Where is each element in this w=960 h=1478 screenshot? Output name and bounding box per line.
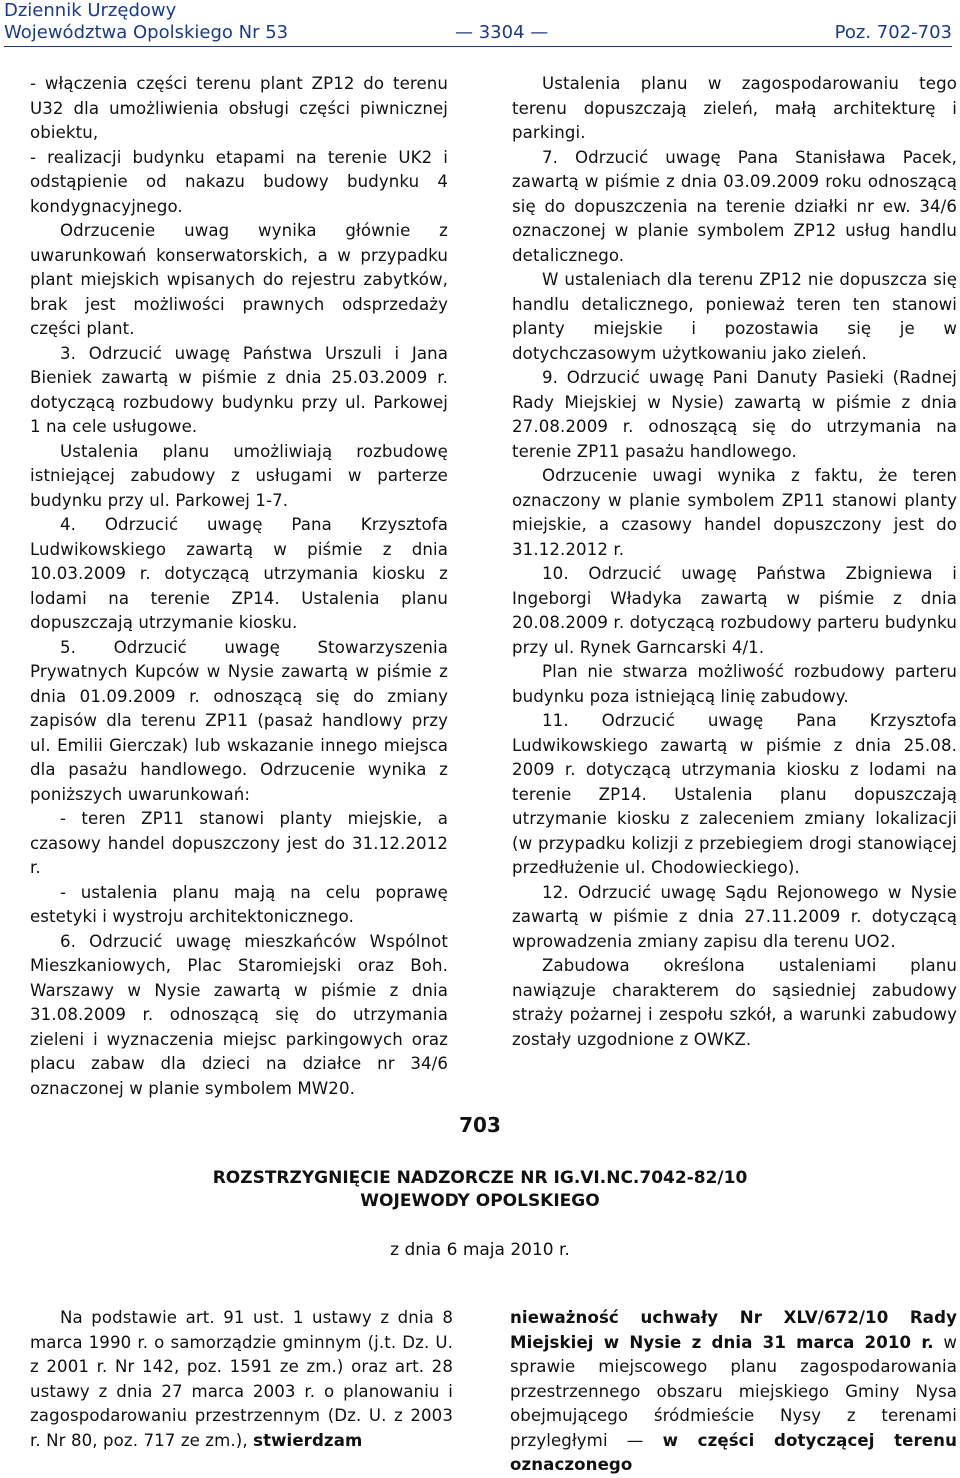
left-column <box>30 72 448 1101</box>
journal-title: Dziennik Urzędowy <box>4 0 177 21</box>
paragraph: - realizacji budynku etapami na terenie UK2 i odstąpienie od nakazu budowy budynku 4 kondygnacyjnego. <box>30 147 448 216</box>
section-title-line1: ROZSTRZYGNIĘCIE NADZORCZE NR IG.VI.NC.7042-82/10 <box>212 1168 748 1188</box>
ruling-bold-tail: w części dotyczącej terenu oznaczonego <box>510 1430 957 1474</box>
paragraph: - ustalenia planu mają na celu poprawę estetyki i wystroju architektonicznego. <box>30 882 448 926</box>
paragraph: 9. Odrzucić uwagę Pani Danuty Pasieki (Radnej Rady Miejskiej w Nysie) zawartą w piśmie z dnia 27.08.2009 r. odnoszącą się do utrzymania na terenie ZP11 pasażu handlowego. <box>512 368 957 461</box>
paragraph: Zabudowa określona ustaleniami planu nawiązuje charakterem do sąsiedniej zabudowy straży pożarnej i zespołu szkół, a warunki zabudowy zostały uzgodnione z OWKZ. <box>512 956 957 1049</box>
header-rule <box>4 46 952 47</box>
paragraph: Ustalenia planu umożliwiają rozbudowę istniejącej zabudowy z usługami w parterze budynku przy ul. Parkowej 1-7. <box>30 441 448 510</box>
paragraph: 6. Odrzucić uwagę mieszkańców Wspólnot Mieszkaniowych, Plac Staromiejski oraz Boh. Warszawy w Nysie zawartą w piśmie z dnia 31.08.2009 r. odnoszącą się do utrzymania zieleni i wyznaczenia miejsc parkingowych oraz placu zabaw dla dzieci na działce nr 34/6 oznaczonej w planie symbolem MW20. <box>30 931 448 1098</box>
paragraph: Odrzucenie uwag wynika głównie z uwarunkowań konserwatorskich, a w przypadku plant miejskich wpisanych do rejestru zabytków, brak jest możliwości prawnych odsprzedaży części plant. <box>30 221 448 338</box>
ruling-bold-head: nieważność uchwały Nr XLV/672/10 Rady Miejskiej w Nysie z dnia 31 marca 2010 r. <box>510 1308 957 1352</box>
section-title-line2: WOJEWODY OPOLSKIEGO <box>360 1191 600 1211</box>
bottom-left-column <box>30 1306 453 1453</box>
paragraph: 3. Odrzucić uwagę Państwa Urszuli i Jana Bieniek zawartą w piśmie z dnia 25.03.2009 r. dotyczącą rozbudowy budynku przy ul. Parkowej 1 na cele usługowe. <box>30 343 448 436</box>
paragraph: 7. Odrzucić uwagę Pana Stanisława Pacek, zawartą w piśmie z dnia 03.09.2009 roku odnoszącą się do dopuszczenia na terenie działki nr ew. 34/6 oznaczonej w planie symbolem ZP12 usług handlu detalicznego. <box>512 147 957 265</box>
section-number: 703 <box>459 1113 501 1137</box>
right-column <box>512 72 957 1052</box>
paragraph: 12. Odrzucić uwagę Sądu Rejonowego w Nysie zawartą w piśmie z dnia 27.11.2009 r. dotyczącą wprowadzenia zmiany zapisu dla terenu UO2. <box>512 882 957 951</box>
bottom-right-column <box>510 1306 957 1478</box>
paragraph: W ustaleniach dla terenu ZP12 nie dopuszcza się handlu detalicznego, ponieważ teren ten stanowi planty miejskie i pozostawia się je w dotychczasowym użytkowaniu jako zieleń. <box>512 270 957 363</box>
paragraph: 5. Odrzucić uwagę Stowarzyszenia Prywatnych Kupców w Nysie zawartą w piśmie z dnia 01.09.2009 r. odnoszącą się do zmiany zapisów dla terenu ZP11 (pasaż handlowy przy ul. Emilii Gierczak) lub wskazanie innego miejsca dla pasażu handlowego. Odrzucenie wynika z poniższych uwarunkowań: <box>30 637 448 804</box>
paragraph: - włączenia części terenu plant ZP12 do terenu U32 dla umożliwienia obsługi części piwnicznej obiektu, <box>30 74 448 142</box>
paragraph: 11. Odrzucić uwagę Pana Krzysztofa Ludwikowskiego zawartą w piśmie z dnia 25.08. 2009 r. dotyczącą utrzymania kiosku z lodami na terenie ZP14. Ustalenia planu dopuszczają utrzymanie kiosku z zaleceniem zmiany lokalizacji (w przypadku kolizji z przebiegiem drogi stanowiącej przedłużenie ul. Chodowieckiego). <box>512 711 957 877</box>
paragraph: Plan nie stwarza możliwość rozbudowy parteru budynku poza istniejącą linię zabudowy. <box>512 662 957 706</box>
paragraph <box>510 1306 957 1478</box>
paragraph: 10. Odrzucić uwagę Państwa Zbigniewa i Ingeborgi Władyka zawartą w piśmie z dnia 20.08.2009 r. dotyczącą rozbudowy parteru budynku przy ul. Rynek Garncarski 4/1. <box>512 564 957 657</box>
position-number: Poz. 702-703 <box>834 22 952 43</box>
journal-issue: Województwa Opolskiego Nr 53 <box>4 22 289 43</box>
paragraph <box>30 1306 453 1453</box>
paragraph: Odrzucenie uwagi wynika z faktu, że teren oznaczony w planie symbolem ZP11 stanowi planty miejskie, a czasowy handel dopuszczony jest do 31.12.2012 r. <box>512 466 957 559</box>
legal-basis-bold: stwierdzam <box>253 1430 363 1450</box>
ruling-text: w sprawie miejscowego planu zagospodarowania przestrzennego obszaru miejskiego Gminy Nysa obejmującego śródmieście Nysy z terenami przyległymi — <box>510 1332 957 1450</box>
paragraph: 4. Odrzucić uwagę Pana Krzysztofa Ludwikowskiego zawartą w piśmie z dnia 10.03.2009 r. dotyczącą utrzymania kiosku z lodami na terenie ZP14. Ustalenia planu dopuszczają utrzymanie kiosku. <box>30 515 448 632</box>
section-date: z dnia 6 maja 2010 r. <box>390 1240 570 1260</box>
page-number: — 3304 — <box>455 22 549 43</box>
legal-basis-text: Na podstawie art. 91 ust. 1 ustawy z dnia 8 marca 1990 r. o samorządzie gminnym (j.t. Dz. U. z 2001 r. Nr 142, poz. 1591 ze zm.) oraz art. 28 ustawy z dnia 27 marca 2003 r. o planowaniu i zagospodarowaniu przestrzennym (Dz. U. z 2003 r. Nr 80, poz. 717 ze zm.), <box>30 1308 453 1450</box>
paragraph: - teren ZP11 stanowi planty miejskie, a czasowy handel dopuszczony jest do 31.12.2012 r. <box>30 809 448 877</box>
paragraph: Ustalenia planu w zagospodarowaniu tego terenu dopuszczają zieleń, małą architekturę i parkingi. <box>512 74 957 142</box>
